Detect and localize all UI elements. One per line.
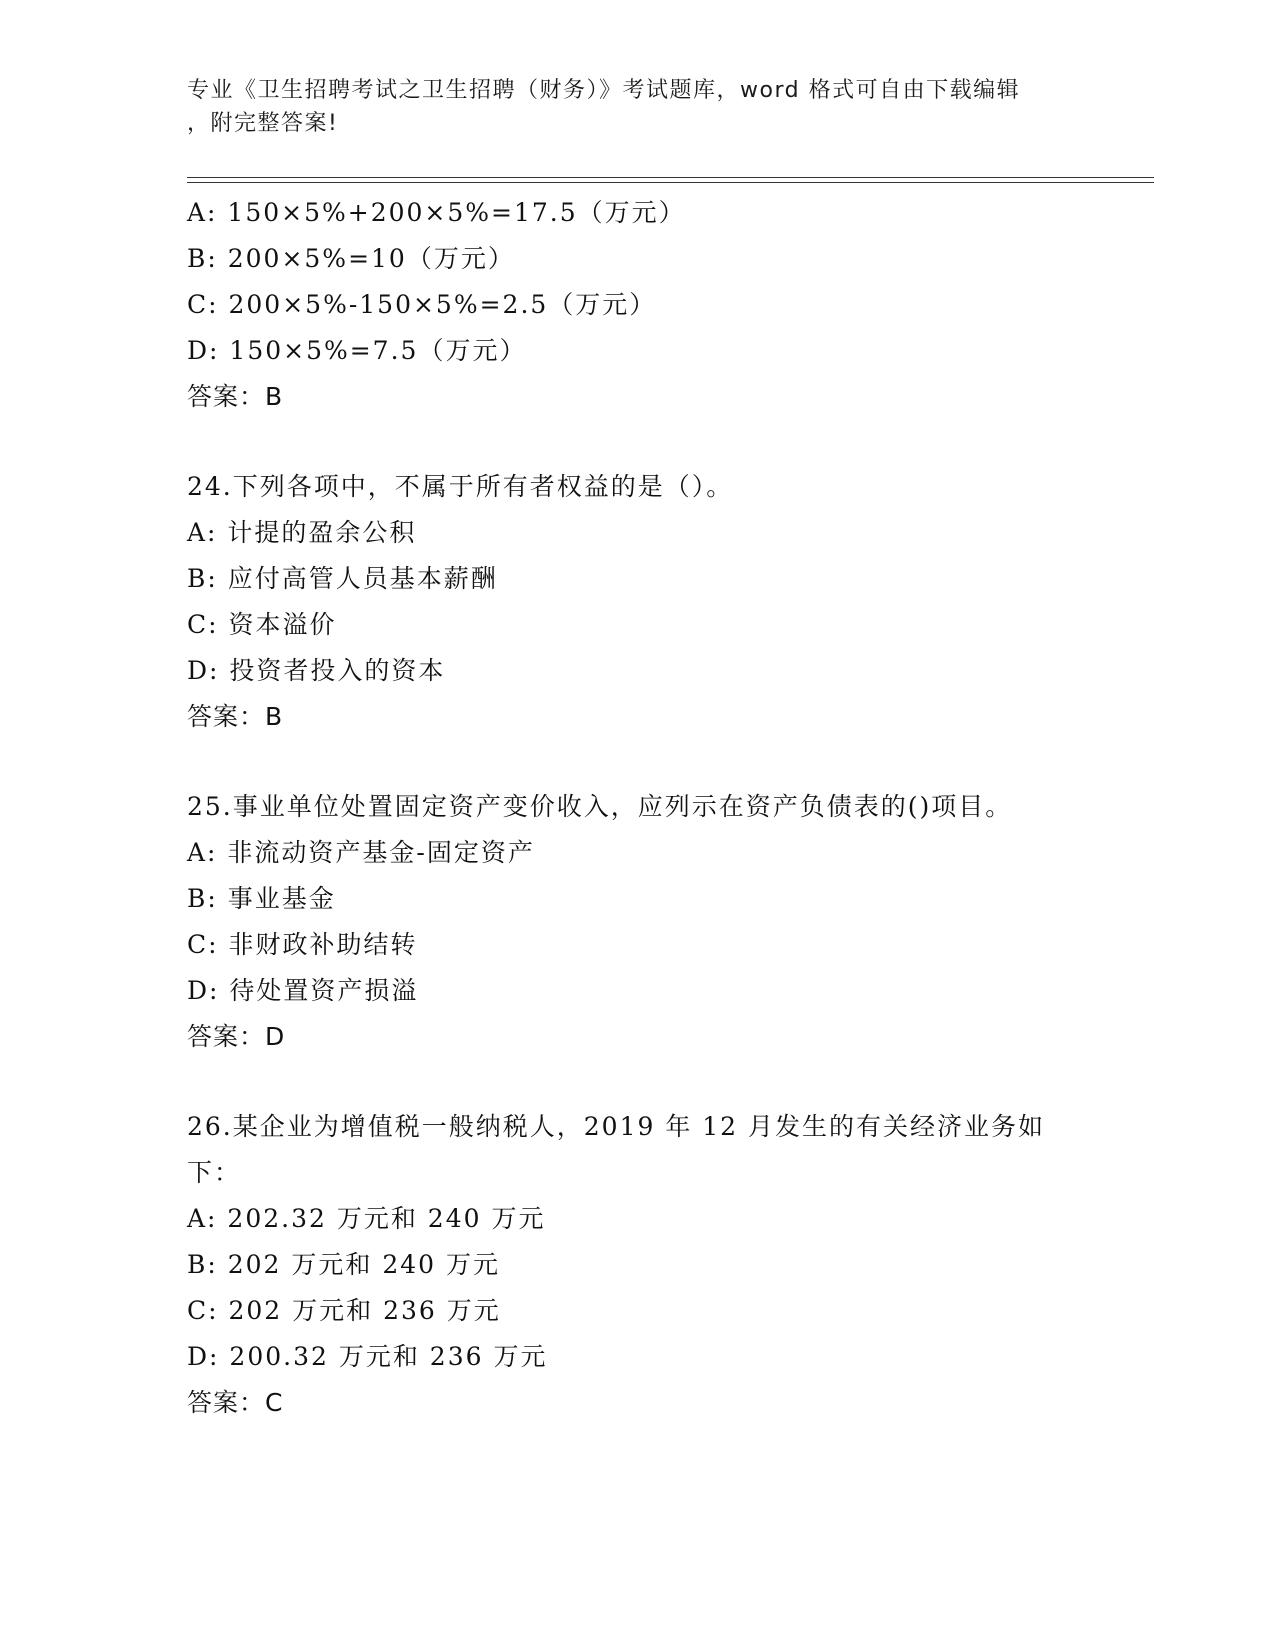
question-text: 25.事业单位处置固定资产变价收入，应列示在资产负债表的()项目。 bbox=[187, 792, 1013, 821]
answer: 答案：B bbox=[187, 382, 284, 411]
answer: 答案：C bbox=[187, 1388, 284, 1417]
header-divider-bottom bbox=[187, 182, 1154, 183]
option-c: C: 202 万元和 236 万元 bbox=[187, 1296, 501, 1325]
option-a: A: 150×5%+200×5%=17.5（万元） bbox=[187, 198, 686, 227]
option-d: D: 投资者投入的资本 bbox=[187, 656, 446, 685]
header-divider-top bbox=[187, 177, 1154, 178]
spacer bbox=[187, 420, 1147, 464]
option-c: C: 200×5%-150×5%=2.5（万元） bbox=[187, 290, 657, 319]
question-text: 24.下列各项中，不属于所有者权益的是（）。 bbox=[187, 472, 734, 501]
answer: 答案：D bbox=[187, 1022, 286, 1051]
option-b: B: 200×5%=10（万元） bbox=[187, 244, 515, 273]
question-24 bbox=[187, 464, 1147, 740]
option-d: D: 200.32 万元和 236 万元 bbox=[187, 1342, 548, 1371]
option-b: B: 应付高管人员基本薪酬 bbox=[187, 564, 498, 593]
question-text-line-2: 下： bbox=[187, 1158, 242, 1187]
header-line-2: ，附完整答案! bbox=[187, 111, 339, 136]
question-26 bbox=[187, 1104, 1147, 1426]
spacer bbox=[187, 1060, 1147, 1104]
option-c: C: 非财政补助结转 bbox=[187, 930, 418, 959]
option-b: B: 事业基金 bbox=[187, 884, 336, 913]
option-a: A: 202.32 万元和 240 万元 bbox=[187, 1204, 546, 1233]
option-d: D: 150×5%=7.5（万元） bbox=[187, 336, 527, 365]
option-d: D: 待处置资产损溢 bbox=[187, 976, 419, 1005]
document-body bbox=[187, 190, 1147, 1426]
answer: 答案：B bbox=[187, 702, 284, 731]
question-23 bbox=[187, 190, 1147, 420]
option-a: A: 非流动资产基金-固定资产 bbox=[187, 838, 535, 867]
document-header bbox=[187, 74, 1087, 140]
option-c: C: 资本溢价 bbox=[187, 610, 337, 639]
option-a: A: 计提的盈余公积 bbox=[187, 518, 417, 547]
header-line-1: 专业《卫生招聘考试之卫生招聘（财务）》考试题库，word 格式可自由下载编辑 bbox=[187, 78, 1021, 103]
question-25 bbox=[187, 784, 1147, 1060]
spacer bbox=[187, 740, 1147, 784]
question-text-line-1: 26.某企业为增值税一般纳税人，2019 年 12 月发生的有关经济业务如 bbox=[187, 1112, 1046, 1141]
option-b: B: 202 万元和 240 万元 bbox=[187, 1250, 501, 1279]
